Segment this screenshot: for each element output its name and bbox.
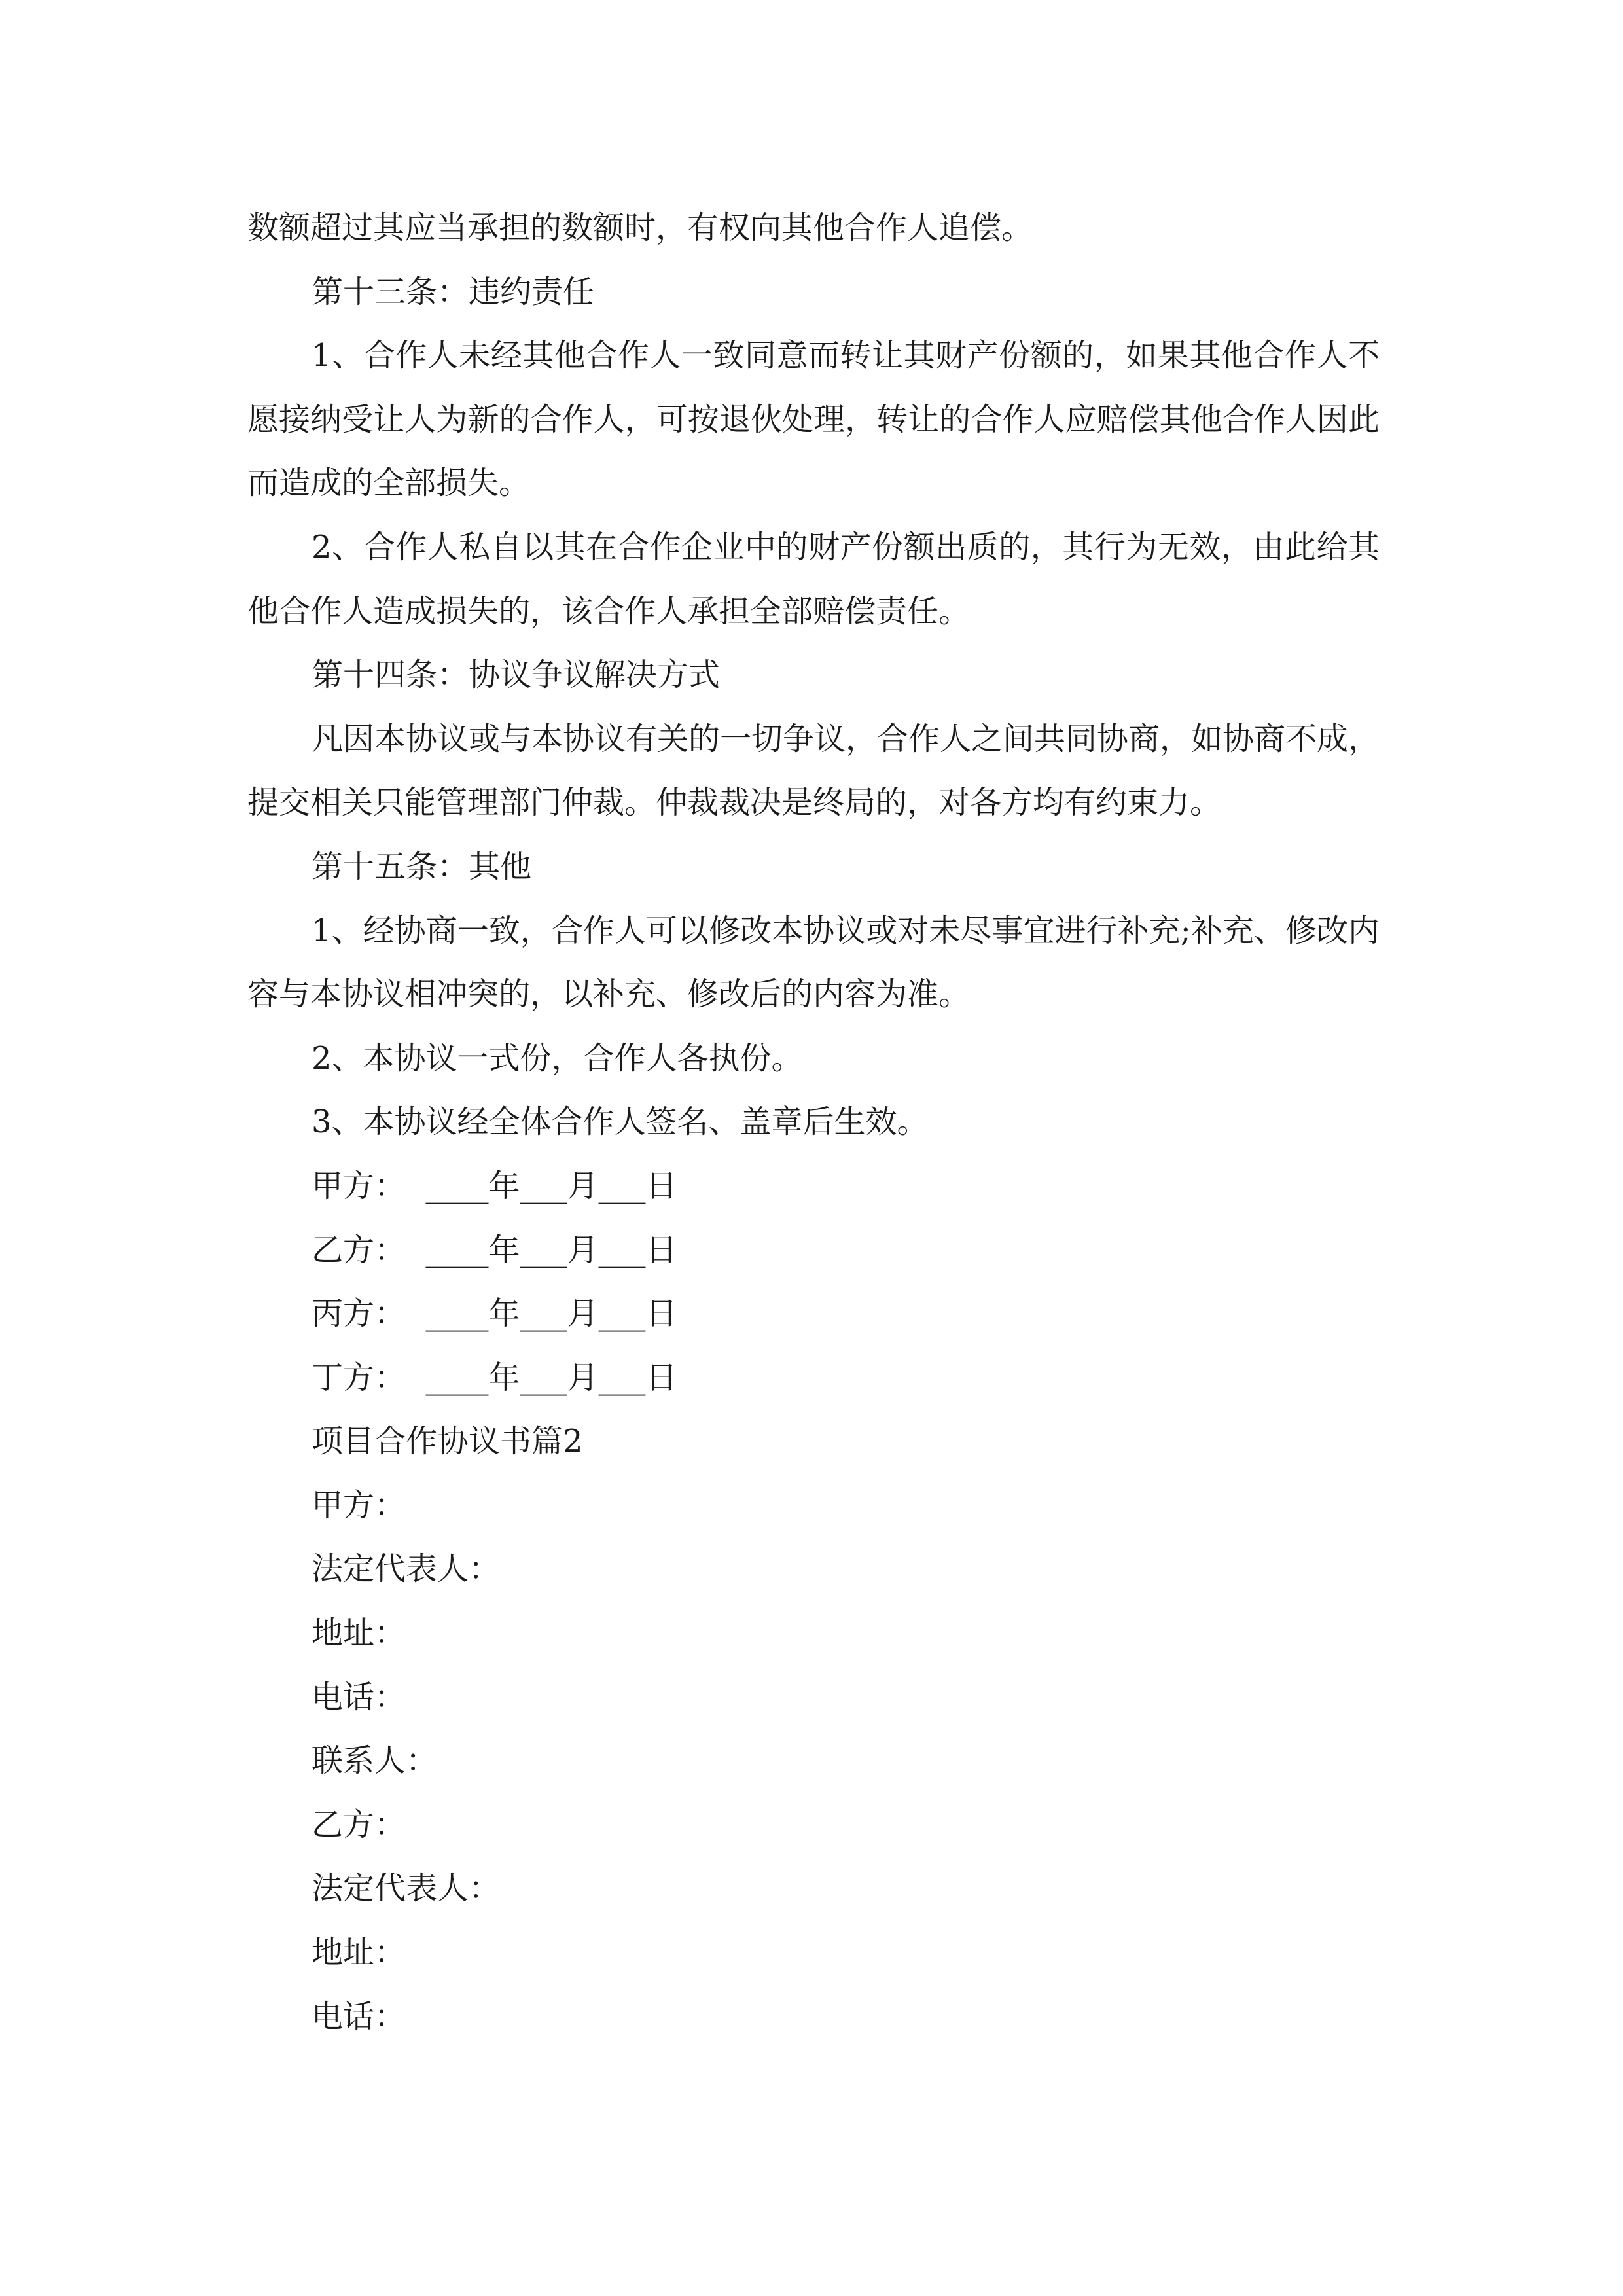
field-contact-a: 联系人： [312, 1742, 438, 1780]
field-phone-a: 电话： [312, 1678, 406, 1715]
field-party-b: 乙方： [312, 1806, 406, 1843]
signature-line-party-d: 丁方： ____年___月___日 [312, 1359, 677, 1396]
article-15-clause-3: 3、本协议经全体合作人签名、盖章后生效。 [312, 1103, 929, 1141]
article-14-heading: 第十四条：协议争议解决方式 [312, 656, 721, 694]
article-13-clause-2: 2、合作人私自以其在合作企业中的财产份额出质的，其行为无效，由此给其他合作人造成损失的，该合作人承担全部赔偿责任。 [247, 528, 1380, 630]
signature-line-party-a: 甲方： ____年___月___日 [312, 1167, 677, 1204]
field-legal-representative-a: 法定代表人： [312, 1551, 501, 1588]
field-party-a: 甲方： [312, 1486, 406, 1524]
document-body [247, 196, 1380, 2049]
field-address-a: 地址： [312, 1615, 406, 1652]
section-title: 项目合作协议书篇2 [312, 1423, 583, 1460]
article-14-body: 凡因本协议或与本协议有关的一切争议，合作人之间共同协商，如协商不成，提交相关只能管理部门仲裁。仲裁裁决是终局的，对各方均有约束力。 [247, 720, 1380, 821]
paragraph-continuation: 数额超过其应当承担的数额时，有权向其他合作人追偿。 [247, 209, 1033, 246]
article-15-clause-2: 2、本协议一式份，合作人各执份。 [312, 1039, 803, 1077]
article-15-clause-1: 1、经协商一致，合作人可以修改本协议或对未尽事宜进行补充;补充、修改内容与本协议相冲突的，以补充、修改后的内容为准。 [247, 912, 1380, 1013]
article-13-clause-1: 1、合作人未经其他合作人一致同意而转让其财产份额的，如果其他合作人不愿接纳受让人为新的合作人，可按退伙处理，转让的合作人应赔偿其他合作人因此而造成的全部损失。 [247, 337, 1380, 502]
field-address-b: 地址： [312, 1934, 406, 1971]
article-15-heading: 第十五条：其他 [312, 848, 532, 885]
signature-line-party-c: 丙方： ____年___月___日 [312, 1295, 677, 1333]
article-13-heading: 第十三条：违约责任 [312, 273, 595, 310]
field-legal-representative-b: 法定代表人： [312, 1870, 501, 1907]
field-phone-b: 电话： [312, 1998, 406, 2035]
signature-line-party-b: 乙方： ____年___月___日 [312, 1231, 677, 1268]
